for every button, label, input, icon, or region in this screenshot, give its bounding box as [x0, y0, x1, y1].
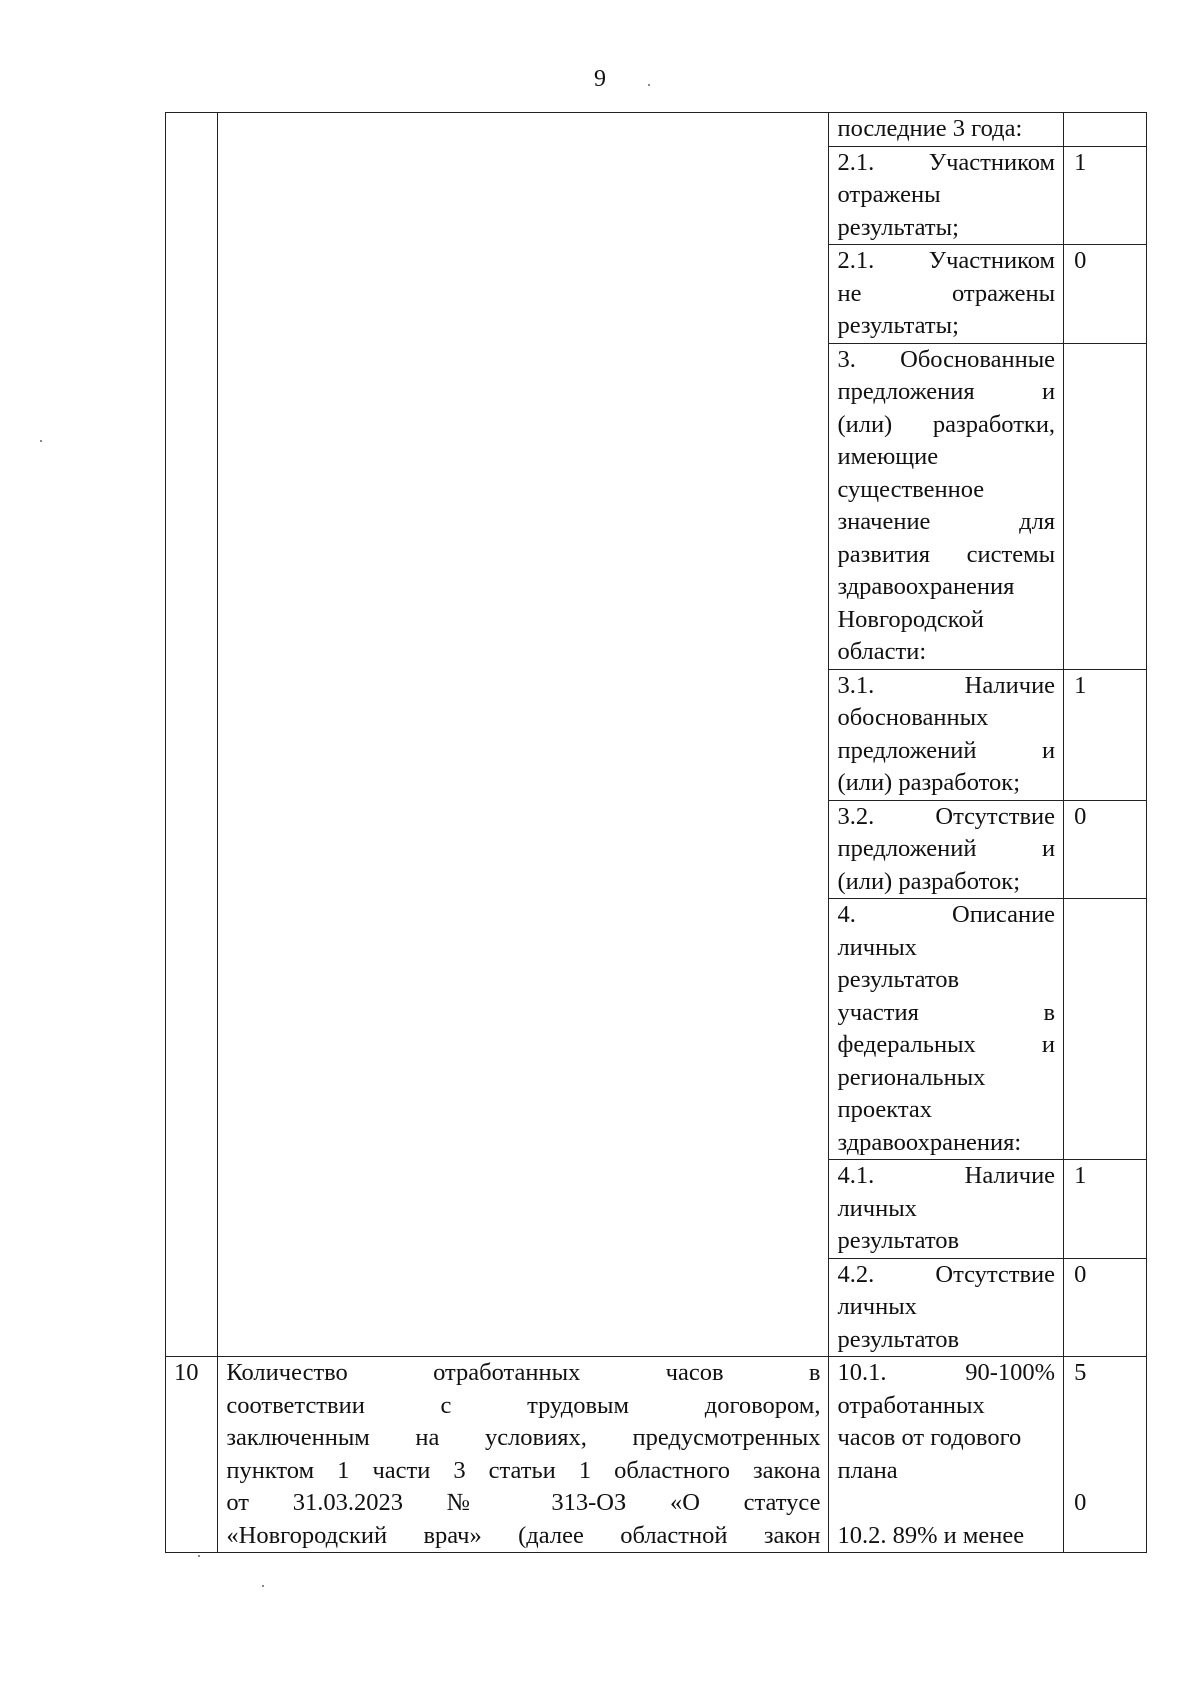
- cell-text-line: [1074, 1520, 1138, 1553]
- cell-text-line: не отражены: [837, 279, 1056, 307]
- indicator-cell: [829, 669, 1064, 800]
- cell-text-line: (или) разработок;: [837, 867, 1021, 895]
- cell-text-line: плана: [837, 1456, 898, 1484]
- cell-text-line: [1074, 1390, 1138, 1423]
- cell-text-line: обоснованных: [837, 704, 989, 731]
- score-cell: 0: [1064, 245, 1147, 344]
- cell-text-line: Количество отработанных часов в: [226, 1359, 821, 1386]
- cell-text-line: предложений и: [837, 736, 1056, 764]
- score-cell: [1064, 113, 1147, 147]
- criterion-cell: [218, 1357, 829, 1553]
- number-cell: 10: [166, 1357, 218, 1553]
- cell-text-line: (или) разработок;: [837, 769, 1021, 796]
- criteria-table: [165, 112, 1147, 1553]
- cell-text-line: существенное: [837, 475, 985, 503]
- cell-text-line: результаты;: [837, 312, 959, 339]
- cell-text-line: [837, 1487, 1055, 1520]
- cell-text-line: от 31.03.2023 № 313-ОЗ «О статусе: [226, 1489, 821, 1516]
- indicator-cell: [829, 899, 1064, 1160]
- cell-text-line: 2.1. Участником: [837, 148, 1056, 176]
- cell-text-line: предложения и: [837, 378, 1056, 405]
- indicator-cell: [829, 343, 1064, 669]
- cell-text-line: личных: [837, 1194, 917, 1222]
- indicator-cell: [829, 1258, 1064, 1357]
- cell-text-line: региональных: [837, 1063, 986, 1091]
- indicator-cell: [829, 800, 1064, 899]
- indicator-cell: [829, 245, 1064, 344]
- criterion-cell: [218, 113, 829, 1357]
- cell-text-line: результатов: [837, 1227, 960, 1254]
- cell-text-line: 0: [1074, 1489, 1087, 1516]
- score-cell: 1: [1064, 669, 1147, 800]
- cell-text-line: значение для: [837, 508, 1056, 535]
- cell-text-line: 4.2. Отсутствие: [837, 1260, 1056, 1288]
- cell-text-line: здравоохранения: [837, 573, 1015, 600]
- cell-text-line: развития системы: [837, 540, 1056, 568]
- cell-text-line: 5: [1074, 1359, 1087, 1386]
- table-row: [166, 113, 1147, 147]
- cell-text-line: Новгородской: [837, 605, 984, 633]
- cell-text-line: результатов: [837, 1325, 960, 1353]
- cell-text-line: 10.1. 90-100%: [837, 1359, 1056, 1386]
- page-number: 9: [594, 66, 606, 92]
- cell-text-line: личных: [837, 933, 917, 961]
- cell-text-line: федеральных и: [837, 1031, 1056, 1058]
- cell-text-line: отражены: [837, 181, 941, 208]
- score-cell: 0: [1064, 800, 1147, 899]
- cell-text-line: предложений и: [837, 835, 1056, 862]
- cell-text-line: 3. Обоснованные: [837, 345, 1056, 373]
- cell-text-line: имеющие: [837, 443, 939, 470]
- cell-text-line: (или) разработки,: [837, 410, 1056, 438]
- scan-speck: [648, 84, 650, 86]
- cell-text-line: участия в: [837, 998, 1056, 1026]
- indicator-cell: [829, 1160, 1064, 1259]
- cell-text-line: [1074, 1455, 1138, 1488]
- cell-text-line: последние 3 года:: [837, 115, 1023, 142]
- cell-text-line: проектах: [837, 1096, 932, 1123]
- cell-text-line: пунктом 1 части 3 статьи 1 областного закона: [226, 1456, 821, 1484]
- score-cell: 0: [1064, 1258, 1147, 1357]
- indicator-cell: [829, 1357, 1064, 1553]
- score-cell: 1: [1064, 1160, 1147, 1259]
- cell-text-line: 10.2. 89% и менее: [837, 1521, 1025, 1549]
- cell-text-line: личных: [837, 1293, 917, 1320]
- cell-text-line: 4. Описание: [837, 901, 1056, 928]
- indicator-cell: [829, 113, 1064, 147]
- cell-text-line: часов от годового: [837, 1424, 1022, 1451]
- cell-text-line: 2.1. Участником: [837, 247, 1056, 274]
- indicator-cell: [829, 146, 1064, 245]
- cell-text-line: области:: [837, 638, 927, 665]
- cell-text-line: 3.1. Наличие: [837, 671, 1056, 699]
- scan-speck: [198, 1555, 200, 1557]
- number-cell: [166, 113, 218, 1357]
- cell-text-line: здравоохранения:: [837, 1128, 1022, 1156]
- cell-text-line: результаты;: [837, 213, 959, 241]
- cell-text-line: соответствии с трудовым договором,: [226, 1391, 821, 1419]
- cell-text-line: «Новгородский врач» (далее областной закон: [226, 1521, 821, 1549]
- cell-text-line: заключенным на условиях, предусмотренных: [226, 1424, 821, 1451]
- cell-text-line: [1074, 1422, 1138, 1455]
- score-cell: [1064, 1357, 1147, 1553]
- score-cell: [1064, 899, 1147, 1160]
- cell-text-line: результатов: [837, 966, 960, 993]
- score-cell: [1064, 343, 1147, 669]
- cell-text-line: отработанных: [837, 1391, 985, 1419]
- scan-speck: [262, 1585, 264, 1587]
- score-cell: 1: [1064, 146, 1147, 245]
- table-row-10: [166, 1357, 1147, 1553]
- cell-text-line: 4.1. Наличие: [837, 1162, 1056, 1189]
- cell-text-line: 3.2. Отсутствие: [837, 802, 1056, 830]
- scan-speck: [40, 440, 42, 442]
